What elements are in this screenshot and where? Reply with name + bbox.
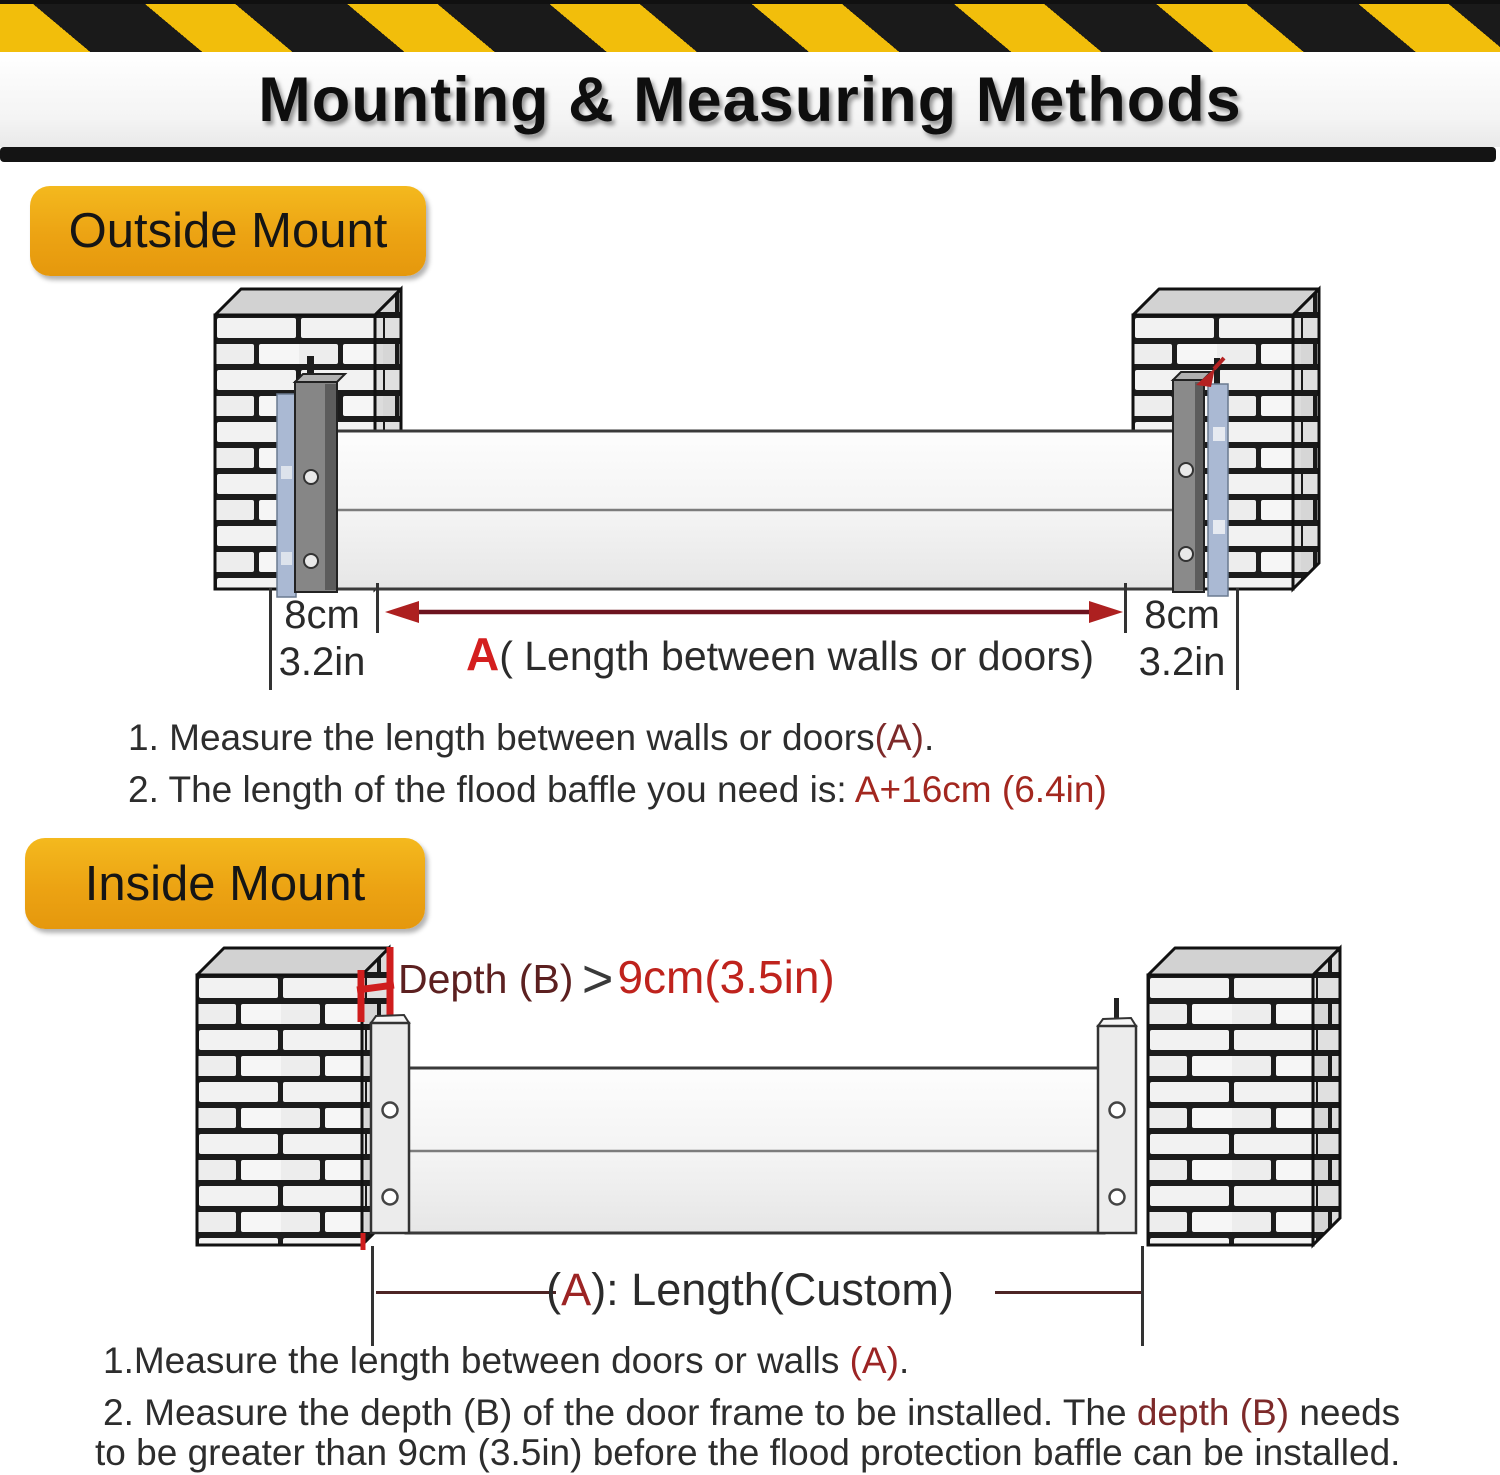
outside-right-tick bbox=[1124, 583, 1127, 633]
outside-right-offset-label bbox=[1128, 592, 1236, 686]
length-A-text: ( Length between walls or doors) bbox=[499, 633, 1095, 679]
text: 1.Measure the length between doors or walls bbox=[103, 1340, 850, 1381]
text: 2. Measure the depth (B) of the door frame to be installed. The bbox=[103, 1392, 1137, 1433]
inside-right-extent-line bbox=[1141, 1246, 1144, 1346]
inside-left-bracket bbox=[371, 1015, 409, 1233]
text: . bbox=[898, 1340, 910, 1381]
inside-instruction-2-line1 bbox=[103, 1392, 1400, 1434]
title-band bbox=[0, 52, 1500, 147]
highlight-A: (A) bbox=[849, 1340, 899, 1381]
screw-hole bbox=[383, 1190, 398, 1205]
text: 1. Measure the length between walls or doors bbox=[128, 717, 875, 758]
outside-mount-diagram bbox=[0, 284, 1500, 616]
outside-flood-barrier bbox=[330, 431, 1178, 589]
outside-instruction-1 bbox=[128, 717, 934, 759]
outside-right-extent-line bbox=[1236, 588, 1239, 690]
screw-hole bbox=[304, 554, 318, 568]
screw-hole bbox=[383, 1103, 398, 1118]
length-A-letter: A bbox=[465, 628, 500, 680]
outside-length-A-label bbox=[460, 627, 1100, 681]
header-divider-bar bbox=[0, 147, 1496, 162]
inside-mount-label: Inside Mount bbox=[25, 838, 425, 929]
length-A-dimension-arrow bbox=[383, 598, 1125, 626]
highlight-A: (A) bbox=[874, 717, 924, 758]
inside-instruction-2-line2 bbox=[95, 1432, 1400, 1474]
highlight-formula: A+16cm (6.4in) bbox=[854, 769, 1107, 810]
offset-in: 3.2in bbox=[1138, 640, 1226, 684]
inside-left-extent-line bbox=[371, 1246, 374, 1346]
screw-hole bbox=[1110, 1190, 1125, 1205]
text: . bbox=[923, 717, 935, 758]
outside-left-bracket bbox=[295, 356, 345, 592]
text: to be greater than 9cm (3.5in) before the flood protection baffle can be installed. bbox=[95, 1432, 1401, 1473]
text: needs bbox=[1289, 1392, 1401, 1433]
screw-hole bbox=[1179, 463, 1193, 477]
screw-hole bbox=[304, 470, 318, 484]
offset-in: 3.2in bbox=[278, 640, 366, 684]
paren: ( bbox=[546, 1264, 562, 1315]
highlight-depth-B: depth (B) bbox=[1136, 1392, 1290, 1433]
greater-than-symbol: > bbox=[581, 949, 614, 1009]
depth-B-annotation bbox=[398, 948, 835, 1010]
text: 2. The length of the flood baffle you need is: bbox=[128, 769, 855, 810]
offset-cm: 8cm bbox=[284, 593, 360, 637]
caution-tape-stripes bbox=[0, 0, 1500, 52]
screw-hole bbox=[1179, 547, 1193, 561]
screw-hole bbox=[1110, 1103, 1125, 1118]
inside-right-brick-pillar bbox=[1148, 948, 1340, 1245]
outside-left-seal-strip bbox=[277, 394, 296, 597]
outside-instruction-2 bbox=[128, 769, 1107, 811]
outside-mount-label: Outside Mount bbox=[30, 186, 426, 276]
length-A-letter: A bbox=[561, 1264, 592, 1315]
inside-length-label bbox=[500, 1264, 1000, 1316]
inside-right-bracket bbox=[1098, 998, 1136, 1233]
outside-left-tick bbox=[376, 583, 379, 633]
inside-instruction-1 bbox=[103, 1340, 909, 1382]
depth-value: 9cm(3.5in) bbox=[617, 951, 835, 1003]
page-title: Mounting & Measuring Methods bbox=[258, 64, 1242, 135]
outside-left-offset-label bbox=[270, 592, 374, 686]
length-text: ): Length(Custom) bbox=[591, 1264, 954, 1315]
inside-right-dim-line bbox=[995, 1291, 1143, 1294]
outside-right-seal-strip bbox=[1208, 358, 1228, 596]
offset-cm: 8cm bbox=[1144, 593, 1220, 637]
inside-flood-barrier bbox=[406, 1068, 1104, 1233]
depth-label-text: Depth (B) bbox=[398, 956, 574, 1002]
